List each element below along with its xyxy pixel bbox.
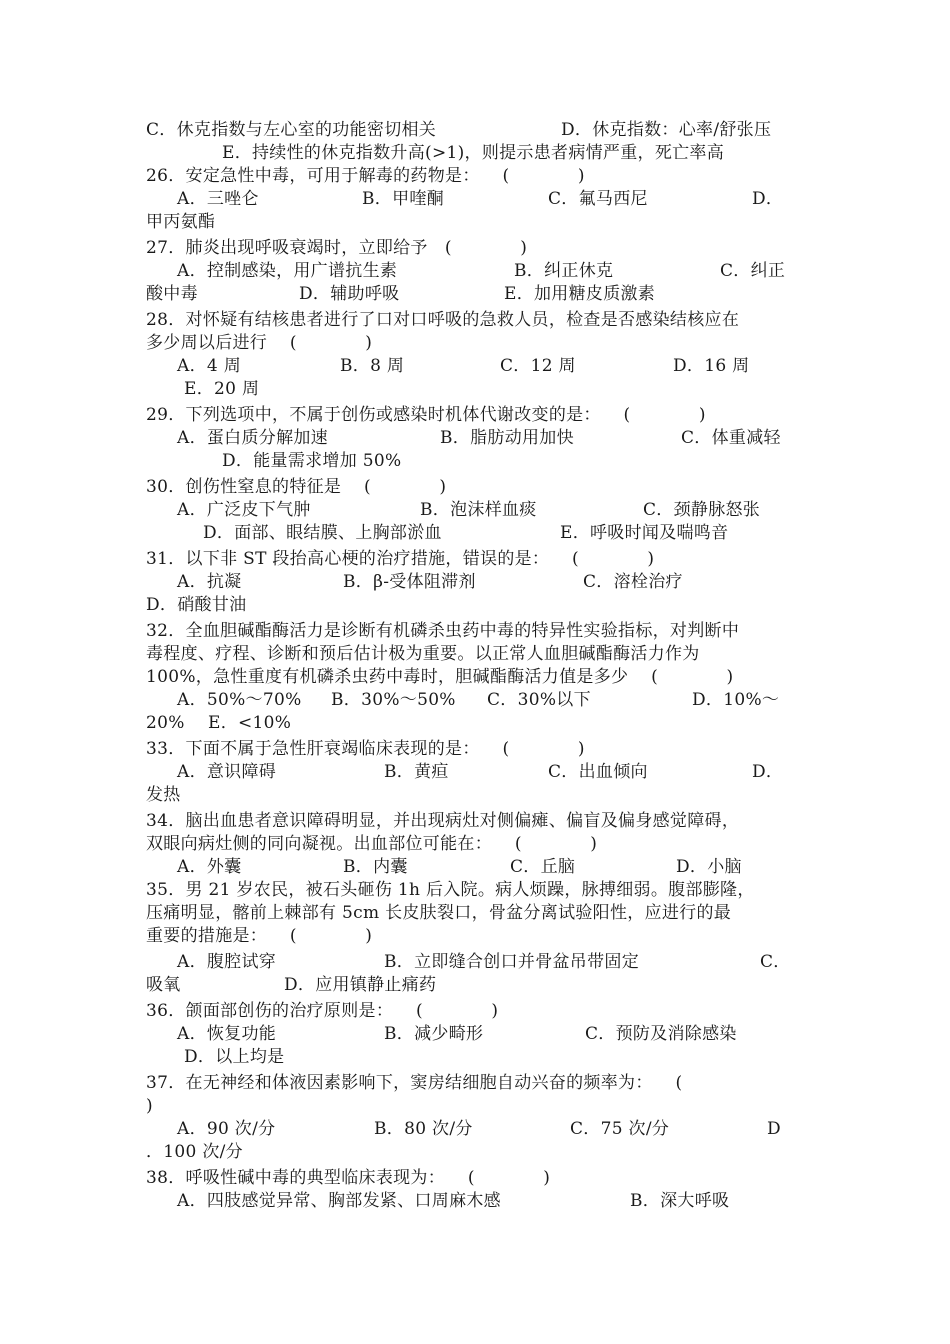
- text-line: C．溶栓治疗: [583, 572, 683, 592]
- text-line: 毒程度、疗程、诊断和预后估计极为重要。以正常人血胆碱酯酶活力作为: [146, 644, 700, 664]
- text-line: 发热: [146, 785, 181, 805]
- text-line: C．颈静脉怒张: [643, 500, 761, 520]
- text-line: 压痛明显，髂前上棘部有 5cm 长皮肤裂口，骨盆分离试验阳性，应进行的最: [146, 903, 732, 923]
- text-line: B．30%～50%: [331, 690, 456, 710]
- text-line: C．30%以下: [487, 690, 591, 710]
- text-line: D: [767, 1119, 781, 1139]
- text-line: ．100 次/分: [146, 1142, 243, 1162]
- text-line: 32．全血胆碱酯酶活力是诊断有机磷杀虫药中毒的特异性实验指标，对判断中: [146, 621, 740, 641]
- text-line: B．黄疸: [384, 762, 449, 782]
- text-line: C．氟马西尼: [548, 189, 648, 209]
- text-line: 29．下列选项中，不属于创伤或感染时机体代谢改变的是： ( ): [146, 405, 706, 425]
- text-line: 酸中毒: [146, 284, 198, 304]
- text-line: C．出血倾向: [548, 762, 648, 782]
- text-line: E．呼吸时闻及喘鸣音: [560, 523, 729, 543]
- text-line: D．16 周: [673, 356, 750, 376]
- text-line: 30．创伤性窒息的特征是 ( ): [146, 477, 447, 497]
- text-line: D．以上均是: [184, 1047, 285, 1067]
- text-line: B．内囊: [343, 857, 408, 877]
- text-line: 27．肺炎出现呼吸衰竭时，立即给予 ( ): [146, 238, 528, 258]
- text-line: 37．在无神经和体液因素影响下，窦房结细胞自动兴奋的频率为： (: [146, 1073, 683, 1093]
- text-line: 100%，急性重度有机磷杀虫药中毒时，胆碱酯酶活力值是多少 ( ): [146, 667, 734, 687]
- text-line: C．体重减轻: [681, 428, 781, 448]
- text-line: A．90 次/分: [177, 1119, 276, 1139]
- text-line: A．恢复功能: [177, 1024, 277, 1044]
- text-line: D．10%～: [692, 690, 780, 710]
- text-line: 33．下面不属于急性肝衰竭临床表现的是： ( ): [146, 739, 585, 759]
- text-line: A．控制感染，用广谱抗生素: [177, 261, 398, 281]
- text-line: D．辅助呼吸: [299, 284, 400, 304]
- text-line: D．小脑: [676, 857, 742, 877]
- text-line: A．外囊: [177, 857, 242, 877]
- text-line: 35．男 21 岁农民，被石头砸伤 1h 后入院。病人烦躁，脉搏细弱。腹部膨隆，: [146, 880, 755, 900]
- text-line: 38．呼吸性碱中毒的典型临床表现为： ( ): [146, 1168, 551, 1188]
- text-line: A．蛋白质分解加速: [177, 428, 328, 448]
- text-line: D．面部、眼结膜、上胸部淤血: [203, 523, 442, 543]
- text-line: D．应用镇静止痛药: [284, 975, 437, 995]
- text-line: 34．脑出血患者意识障碍明显，并出现病灶对侧偏瘫、偏盲及偏身感觉障碍，: [146, 811, 740, 831]
- text-line: A．三唑仑: [177, 189, 259, 209]
- text-line: E．持续性的休克指数升高(>1)，则提示患者病情严重，死亡率高: [222, 143, 725, 163]
- text-line: B．脂肪动用加快: [440, 428, 574, 448]
- text-line: ): [146, 1096, 153, 1116]
- text-line: A．4 周: [177, 356, 241, 376]
- text-line: 26．安定急性中毒，可用于解毒的药物是： ( ): [146, 166, 585, 186]
- text-line: 重要的措施是： ( ): [146, 926, 373, 946]
- text-line: B．深大呼吸: [630, 1191, 730, 1211]
- text-line: B．80 次/分: [374, 1119, 473, 1139]
- text-line: E．<10%: [208, 713, 292, 733]
- text-line: 20%: [146, 713, 185, 733]
- text-line: B．立即缝合创口并骨盆吊带固定: [384, 952, 639, 972]
- text-line: 多少周以后进行 ( ): [146, 333, 373, 353]
- text-line: A．四肢感觉异常、胸部发紧、口周麻木感: [177, 1191, 501, 1211]
- text-line: D．休克指数：心率/舒张压: [561, 120, 772, 140]
- text-line: C．: [760, 952, 791, 972]
- text-line: A．50%～70%: [177, 690, 302, 710]
- text-line: B．β-受体阻滞剂: [343, 572, 476, 592]
- text-line: C．预防及消除感染: [585, 1024, 737, 1044]
- text-line: 31．以下非 ST 段抬高心梗的治疗措施，错误的是： ( ): [146, 549, 655, 569]
- text-line: 双眼向病灶侧的同向凝视。出血部位可能在： ( ): [146, 834, 598, 854]
- text-line: B．甲喹酮: [362, 189, 444, 209]
- text-line: C．纠正: [720, 261, 786, 281]
- text-line: E．20 周: [184, 379, 260, 399]
- text-line: C．12 周: [500, 356, 576, 376]
- text-line: D．能量需求增加 50%: [222, 451, 402, 471]
- text-line: B．纠正休克: [514, 261, 614, 281]
- text-line: E．加用糖皮质激素: [504, 284, 656, 304]
- text-line: 28．对怀疑有结核患者进行了口对口呼吸的急救人员，检查是否感染结核应在: [146, 310, 740, 330]
- text-line: C．丘脑: [510, 857, 576, 877]
- text-line: A．意识障碍: [177, 762, 277, 782]
- text-line: C．75 次/分: [570, 1119, 670, 1139]
- text-line: A．腹腔试穿: [177, 952, 277, 972]
- text-line: D．硝酸甘油: [146, 595, 247, 615]
- text-line: B．泡沫样血痰: [420, 500, 537, 520]
- text-line: 36．颌面部创伤的治疗原则是： ( ): [146, 1001, 499, 1021]
- text-line: C．休克指数与左心室的功能密切相关: [146, 120, 437, 140]
- text-line: 吸氧: [146, 975, 181, 995]
- text-line: A．抗凝: [177, 572, 242, 592]
- text-line: D．: [752, 762, 784, 782]
- text-line: D．: [752, 189, 784, 209]
- text-line: 甲丙氨酯: [146, 212, 216, 232]
- text-line: B．减少畸形: [384, 1024, 484, 1044]
- text-line: B．8 周: [340, 356, 405, 376]
- text-line: A．广泛皮下气肿: [177, 500, 311, 520]
